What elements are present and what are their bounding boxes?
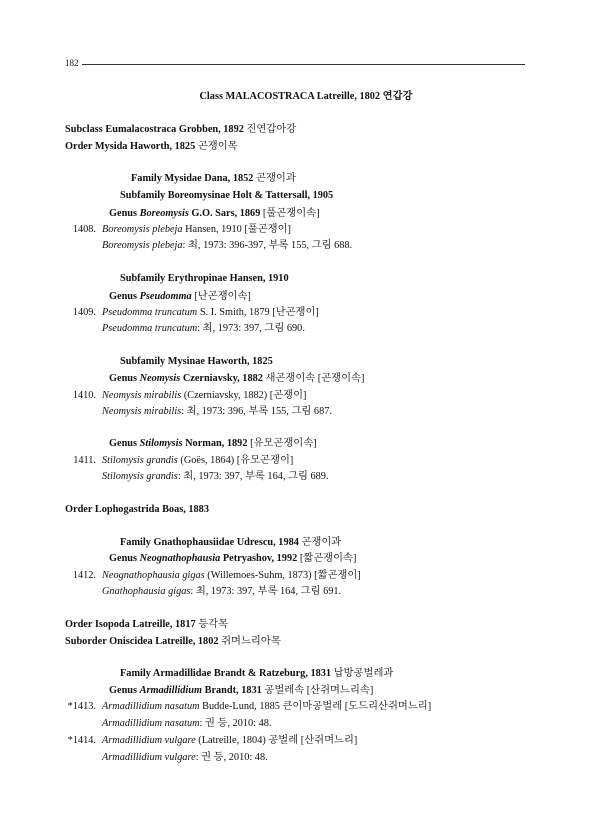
reference-citation: : 최, 1973: 396-397, 부록 155, 그림 688.	[182, 240, 353, 251]
species-number: 1408.	[72, 224, 96, 235]
family-mysidae-heading	[131, 173, 296, 185]
genus-armadillidium-heading	[109, 685, 373, 697]
genus-prefix: Genus	[109, 438, 138, 449]
order-isopoda-heading	[65, 619, 228, 631]
genus-author: Norman, 1892	[185, 438, 248, 449]
subfamily-mysinae-heading: Subfamily Mysinae Haworth, 1825	[120, 356, 273, 367]
genus-korean: 공벌레속 [산쥐며느리속]	[264, 685, 374, 696]
species-name: Neognathophausia gigas	[102, 570, 205, 581]
suborder-korean: 쥐며느리아목	[221, 636, 281, 647]
species-number: *1413.	[67, 701, 96, 712]
reference-species: Boreomysis plebeja	[102, 240, 183, 251]
reference-citation: : 최, 1973: 397, 부록 164, 그림 689.	[177, 471, 329, 482]
genus-author: Czerniavsky, 1882	[182, 373, 263, 384]
genus-korean: [유모곤쟁이속]	[250, 438, 317, 449]
genus-name: Boreomysis	[139, 208, 189, 219]
class-heading: Class MALACOSTRACA Latreille, 1802 연갑강	[199, 91, 413, 102]
header-rule	[82, 64, 525, 65]
species-author: (Willemoes-Suhm, 1873) [짧곤쟁이]	[207, 570, 361, 581]
genus-korean: [짧곤쟁이속]	[299, 553, 357, 564]
reference-citation: : 권 등, 2010: 48.	[199, 718, 272, 729]
species-number: 1410.	[72, 390, 96, 401]
reference-species: Neomysis mirabilis	[102, 406, 182, 417]
genus-stilomysis-heading	[109, 438, 317, 450]
family-mysidae-korean: 곤쟁이과	[256, 173, 296, 184]
species-reference-1412	[102, 586, 341, 598]
family-label: Family Gnathophausiidae Udrescu, 1984	[120, 537, 299, 548]
species-reference-1409	[102, 323, 305, 335]
species-number: 1409.	[72, 307, 96, 318]
species-number: 1412.	[72, 570, 96, 581]
genus-prefix: Genus	[109, 685, 138, 696]
species-number: *1414.	[67, 735, 96, 746]
family-gnathophausiidae-heading	[120, 537, 341, 549]
order-korean: 등각목	[198, 619, 229, 630]
order-mysida-heading	[65, 141, 238, 153]
species-author: Budde-Lund, 1885 큰이마공벌레 [도드리산쥐며느리]	[202, 701, 432, 712]
order-mysida-label: Order Mysida Haworth, 1825	[65, 141, 196, 152]
genus-prefix: Genus	[109, 373, 138, 384]
reference-species: Stilomysis grandis	[102, 471, 178, 482]
species-name: Pseudomma truncatum	[102, 307, 198, 318]
subfamily-boreomysinae-heading: Subfamily Boreomysinae Holt & Tattersall, 1905	[120, 190, 334, 201]
species-name: Neomysis mirabilis	[102, 390, 182, 401]
species-author: (Czerniavsky, 1882) [곤쟁이]	[183, 390, 307, 401]
species-number: 1411.	[73, 455, 96, 466]
reference-citation: : 최, 1973: 397, 그림 690.	[197, 323, 305, 334]
reference-species: Gnathophausia gigas	[102, 586, 191, 597]
reference-species: Armadillidium nasatum	[102, 718, 200, 729]
species-name: Boreomysis plebeja	[102, 224, 183, 235]
species-name: Armadillidium vulgare	[102, 735, 196, 746]
subclass-korean: 진연갑아강	[246, 124, 297, 135]
order-label: Order Isopoda Latreille, 1817	[65, 619, 196, 630]
genus-prefix: Genus	[109, 291, 138, 302]
reference-citation: : 최, 1973: 396, 부록 155, 그림 687.	[181, 406, 332, 417]
species-name: Armadillidium nasatum	[102, 701, 200, 712]
genus-pseudomma-heading	[109, 291, 251, 303]
species-reference-1413	[102, 718, 272, 730]
genus-name: Neomysis	[139, 373, 181, 384]
genus-korean: [난곤쟁이속]	[194, 291, 251, 302]
suborder-oniscidea-heading	[65, 636, 281, 648]
subclass-label: Subclass Eumalacostraca Grobben, 1892	[65, 124, 244, 135]
genus-korean: [풀곤쟁이속]	[262, 208, 320, 219]
species-reference-1410	[102, 406, 332, 418]
species-reference-1411	[102, 471, 329, 483]
genus-boreomysis-heading	[109, 208, 320, 220]
genus-name: Pseudomma	[139, 291, 192, 302]
family-armadillidae-heading	[120, 668, 393, 680]
reference-species: Armadillidium vulgare	[102, 752, 196, 763]
species-author: (Goës, 1864) [유모곤쟁이]	[180, 455, 294, 466]
genus-author: G.O. Sars, 1869	[191, 208, 261, 219]
reference-species: Pseudomma truncatum	[102, 323, 198, 334]
subclass-heading	[65, 124, 296, 136]
genus-author: Brandt, 1831	[204, 685, 262, 696]
reference-citation: : 최, 1973: 397, 부록 164, 그림 691.	[190, 586, 342, 597]
suborder-label: Suborder Oniscidea Latreille, 1802	[65, 636, 219, 647]
reference-citation: : 권 등, 2010: 48.	[195, 752, 268, 763]
species-name: Stilomysis grandis	[102, 455, 178, 466]
species-author: (Latreille, 1804) 공벌레 [산쥐며느리]	[198, 735, 358, 746]
genus-name: Neognathophausia	[139, 553, 221, 564]
genus-neognathophausia-heading	[109, 553, 356, 565]
family-label: Family Armadillidae Brandt & Ratzeburg, 1831	[120, 668, 332, 679]
genus-korean: 새곤쟁이속 [곤쟁이속]	[265, 373, 365, 384]
species-author: Hansen, 1910 [풀곤쟁이]	[185, 224, 291, 235]
genus-name: Stilomysis	[139, 438, 183, 449]
species-reference-1414	[102, 752, 268, 764]
page-number: 182	[65, 58, 79, 68]
genus-author: Petryashov, 1992	[222, 553, 298, 564]
species-author: S. I. Smith, 1879 [난곤쟁이]	[199, 307, 319, 318]
family-korean: 곤쟁이과	[301, 537, 342, 548]
subfamily-erythropinae-heading: Subfamily Erythropinae Hansen, 1910	[120, 273, 289, 284]
order-lophogastrida-heading: Order Lophogastrida Boas, 1883	[65, 504, 209, 515]
family-mysidae-label: Family Mysidae Dana, 1852	[131, 173, 254, 184]
family-korean: 납방공벌레과	[333, 668, 394, 679]
order-mysida-korean: 곤쟁이목	[197, 141, 238, 152]
genus-neomysis-heading	[109, 373, 364, 385]
genus-prefix: Genus	[109, 553, 138, 564]
genus-prefix: Genus	[109, 208, 138, 219]
species-reference-1408	[102, 240, 352, 252]
genus-name: Armadillidium	[139, 685, 202, 696]
